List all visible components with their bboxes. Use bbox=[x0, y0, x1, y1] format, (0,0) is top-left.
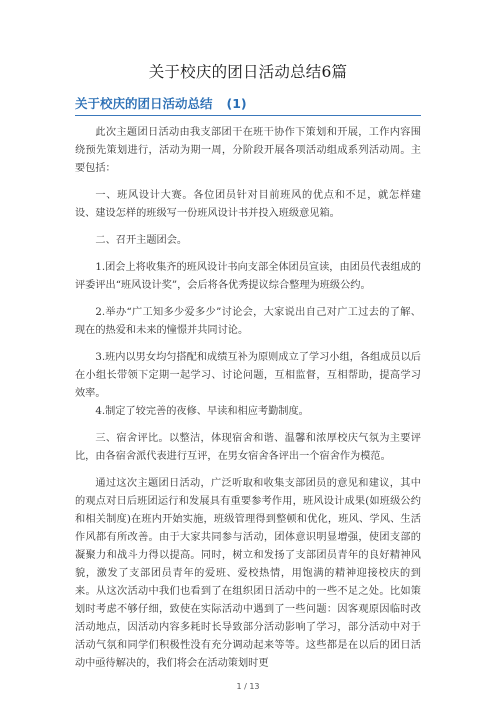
section-heading-text: 关于校庆的团日活动总结 bbox=[75, 96, 213, 111]
document-body bbox=[75, 124, 421, 673]
paragraph-item-1: 一、班风设计大赛。各位团员针对目前班风的优点和不足，就怎样建设、建设怎样的班级写一份班风设计书并投入班级意见箱。 bbox=[75, 190, 421, 219]
paragraph-intro: 此次主题团日活动由我支部团干在班干协作下策划和开展，工作内容围绕预先策划进行，活动为期一周，分阶段开展各项活动组成系列活动周。主要包括： bbox=[75, 127, 421, 174]
paragraph-item-2: 二、召开主题团会。 bbox=[95, 235, 188, 246]
paragraph-subitem-4: 4.制定了较完善的夜修、早读和相应考勤制度。 bbox=[95, 406, 309, 417]
paragraph-item-3: 三、宿舍评比。以整洁，体现宿舍和谐、温馨和浓厚校庆气氛为主要评比，由各宿舍派代表进行互评，在男女宿舍各评出一个宿舍作为模范。 bbox=[75, 433, 421, 462]
page-indicator: 1 / 13 bbox=[236, 682, 260, 691]
paragraph-summary: 通过这次主题团日活动，广泛听取和收集支部团员的意见和建议，其中的观点对日后班团运行和发展具有重要参考作用，班风设计成果(如班级公约和相关制度)在班内开始实施，班级管理得到整顿和优化，班风、学风、生活作风都有所改善。由于大家共同参与活动，团体意识明显增强，使团支部的凝聚力和战斗力得以提高。同时，树立和发扬了支部团员青年的良好精神风貌，激发了支部团员青年的爱班、爱校热情，用饱满的精神迎接校庆的到来。从这次活动中我们也看到了在组织团日活动中的一些不足之处。比如策划时考虑不够仔细，致使在实际活动中遇到了一些问题：因客观原因临时改活动地点，因活动内容多耗时长导致部分活动影响了学习，部分活动中对于活动气氛和同学们积极性没有充分调动起来等等。这些都是在以后的团日活动中亟待解决的，我们将会在活动策划时更 bbox=[75, 478, 421, 669]
document-title: 关于校庆的团日活动总结6篇 bbox=[148, 63, 348, 81]
paragraph-subitem-2: 2.举办“广工知多少爱多少”讨论会，大家说出自己对广工过去的了解、现在的热爱和未来的憧憬并共同讨论。 bbox=[75, 307, 421, 336]
section-heading bbox=[75, 96, 421, 116]
paragraph-subitem-1: 1.团会上将收集齐的班风设计书向支部全体团员宣读，由团员代表组成的评委评出“班风设计奖”，会后将各优秀提议综合整理为班级公约。 bbox=[75, 262, 421, 291]
paragraph-subitem-3: 3.班内以男女均匀搭配和成绩互补为原则成立了学习小组，各组成员以后在小组长带领下定期一起学习、讨论问题，互相监督，互相帮助，提高学习效率。 bbox=[75, 352, 421, 399]
section-number: (1) bbox=[226, 96, 247, 111]
